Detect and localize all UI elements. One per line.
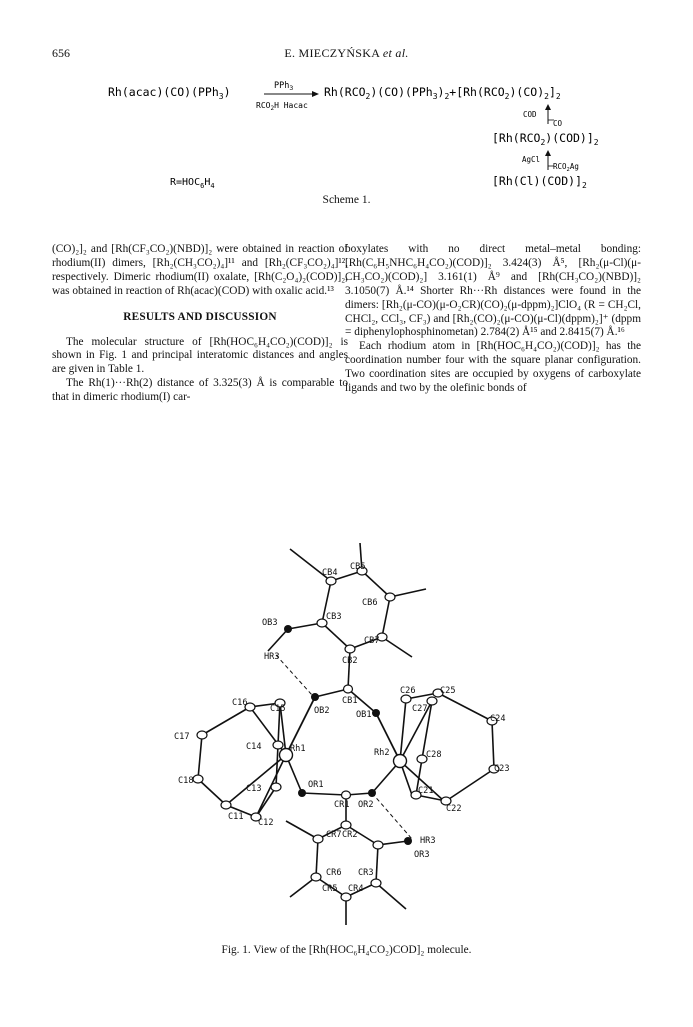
running-head-etal: et al. xyxy=(382,46,409,60)
right-paragraph-2: Each rhodium atom in [Rh(HOC₆H₄CO₂)(COD)]₂ has the coordination number four with the square planar configuration. Two coordination sites are occupied by oxygens of carboxylate ligands and two by the olefinic bonds of xyxy=(345,340,641,395)
atom-label: C27 xyxy=(412,704,428,714)
atom-label: CR7 xyxy=(326,830,342,840)
atom-label: C14 xyxy=(246,742,262,752)
ob1-atom xyxy=(372,709,380,717)
molecular-structure-drawing xyxy=(150,525,570,935)
atom-label: CR2 xyxy=(342,830,358,840)
atom-label: C21 xyxy=(418,786,434,796)
atom-label: CR4 xyxy=(348,884,364,894)
atom-label: HR3 xyxy=(420,836,436,846)
scheme-reactant: Rh(acac)(CO)(PPh$_3$) xyxy=(108,85,231,101)
atom-label: CB4 xyxy=(322,568,338,578)
hydrogen-bond-lower xyxy=(372,793,412,839)
atom-label: CB1 xyxy=(342,696,358,706)
left-paragraph-1: (CO)₂]₂ and [Rh(CF₃CO₂)(NBD)]₂ were obtained in reaction of rhodium(II) dimers, [Rh₂(CH₃CO₂)₄]¹¹ and [Rh₂(CF₃CO₂)₄]¹², respectively. Dimeric rhodium(II) oxalate, [Rh(C₂O₄)₂(COD)]₂, was obtained in reaction of Rh(acac)(COD) with oxalic acid.¹³ xyxy=(52,243,348,297)
scheme-main-arrowhead xyxy=(312,91,319,97)
scheme-agcl-arrowhead xyxy=(545,150,551,156)
left-paragraph-2: The molecular structure of [Rh(HOC₆H₄CO₂)(COD)]₂ is shown in Fig. 1 and principal interatomic distances and angles are given in Table 1. xyxy=(52,335,348,376)
ob2-atom xyxy=(311,693,319,701)
atom-label: OB2 xyxy=(314,706,330,716)
running-head-authors: E. MIECZYŃSKA xyxy=(284,46,380,60)
rh2-atom xyxy=(394,755,407,768)
reaction-scheme-drawing xyxy=(40,68,660,208)
atom-label: HR3 xyxy=(264,652,280,662)
atom-label: C25 xyxy=(440,686,456,696)
atom-label: OR1 xyxy=(308,780,324,790)
page-number: 656 xyxy=(52,46,70,60)
atom-label: C22 xyxy=(446,804,462,814)
atom-label: OB1 xyxy=(356,710,372,720)
scheme-r-definition: $R=HOC_6H_4$ xyxy=(170,177,215,190)
atom-label: CB3 xyxy=(326,612,342,622)
atom-label: C18 xyxy=(178,776,194,786)
atom-label: C23 xyxy=(494,764,510,774)
atom-label: CB5 xyxy=(350,562,366,572)
atom-label: C17 xyxy=(174,732,190,742)
scheme-caption: Scheme 1. xyxy=(322,194,371,206)
atom-label: C12 xyxy=(258,818,274,828)
atom-label: CR5 xyxy=(322,884,338,894)
atom-label: C26 xyxy=(400,686,416,696)
scheme-arrow-reagent-top: PPh$_3$ xyxy=(274,81,294,92)
page-header xyxy=(0,46,693,62)
atom-label: CR3 xyxy=(358,868,374,878)
ob3-atom xyxy=(284,625,292,633)
or2-atom xyxy=(368,789,376,797)
left-column xyxy=(52,243,348,405)
atom-label: CB2 xyxy=(342,656,358,666)
atom-label: CR6 xyxy=(326,868,342,878)
atom-label: CB7 xyxy=(364,636,380,646)
scheme-co-label: CO xyxy=(553,119,563,128)
bond-lines xyxy=(198,543,494,925)
scheme-arrow-reagent-bottom: $RCO_2H$ Hacac xyxy=(256,101,308,112)
left-paragraph-3: The Rh(1)···Rh(2) distance of 3.325(3) Å is comparable to that in dimeric rhodium(I) car- xyxy=(52,377,348,404)
scheme-cod-dimer: $[Rh(RCO_2)(COD)]_2$ xyxy=(492,131,599,147)
or3-atom xyxy=(404,837,412,845)
atom-label: CR1 xyxy=(334,800,350,810)
atom-label: CB6 xyxy=(362,598,378,608)
hydrogen-bond-upper xyxy=(276,655,312,695)
scheme-rco2ag-label: $RCO_2Ag$ xyxy=(553,162,579,173)
right-paragraph-1: boxylates with no direct metal–metal bonding: [Rh(C₆H₅NHC₆H₄CO₂)(COD)]₂ 3.424(3) Å⁵, [Rh₂(μ-Cl)(μ-CH₃CO₂)(COD)₂] 3.161(1) Å⁹ and [Rh(CH₃CO₂)(NBD)]₂ 3.1050(7) Å.¹⁴ Shorter Rh···Rh distances were found in the dimers: [Rh₂(μ-CO)(μ-O₂CR)(CO)₂(μ-dppm)₂]ClO₄ (R = CH₂Cl, CHCl₂, CCl₃, CF₃) and [Rh₂(CO)₂(μ-CO)(μ-Cl)(dppm)₂]⁺ (dppm = diphenylophosphinometan) 2.784(2) Å¹⁵ and 2.8415(7) Å.¹⁶ xyxy=(345,243,641,339)
or1-atom xyxy=(298,789,306,797)
molecular-structure-figure xyxy=(150,525,570,935)
atom-label: OR2 xyxy=(358,800,374,810)
scheme-cod-label: COD xyxy=(523,110,537,119)
atom-label: C24 xyxy=(490,714,506,724)
reaction-scheme xyxy=(40,68,660,208)
scheme-cod-arrowhead xyxy=(545,104,551,110)
right-column xyxy=(345,243,641,396)
atom-label: C11 xyxy=(228,812,244,822)
atom-label: Rh2 xyxy=(374,748,390,758)
atom-label: C28 xyxy=(426,750,442,760)
atom-label: C15 xyxy=(270,704,286,714)
running-head xyxy=(0,46,693,61)
atom-label: Rh1 xyxy=(290,744,306,754)
scheme-product-main: $Rh(RCO_2)(CO)(PPh_3)_2+[Rh(RCO_2)(CO)_2]_2$ xyxy=(324,85,561,101)
atom-label: OR3 xyxy=(414,850,430,860)
figure-caption: Fig. 1. View of the [Rh(HOC₆H₄CO₂)COD]₂ molecule. xyxy=(221,944,472,956)
carbon-atoms xyxy=(193,567,499,901)
atom-label: C16 xyxy=(232,698,248,708)
section-heading: RESULTS AND DISCUSSION xyxy=(123,310,277,323)
scheme-cl-dimer: $[Rh(Cl)(COD)]_2$ xyxy=(492,174,587,190)
atom-label: C13 xyxy=(246,784,262,794)
scheme-agcl-label: AgCl xyxy=(522,155,541,164)
atom-label: OB3 xyxy=(262,618,278,628)
